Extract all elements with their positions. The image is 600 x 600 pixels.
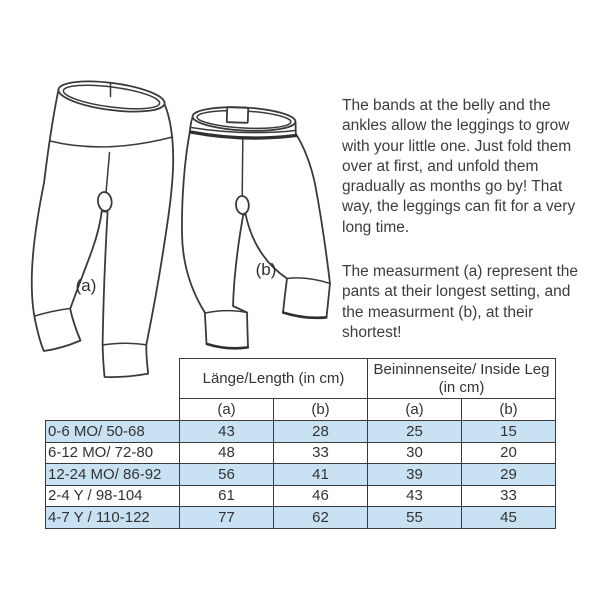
value-cell: 28: [274, 421, 368, 443]
table-row: [46, 464, 556, 486]
table-corner-blank: [46, 399, 180, 421]
value-cell: 33: [274, 442, 368, 464]
sub-header-length-a: (a): [180, 399, 274, 421]
value-cell: 56: [180, 464, 274, 486]
value-cell: 45: [462, 507, 556, 529]
value-cell: 33: [462, 485, 556, 507]
size-label-cell: 4-7 Y / 110-122: [46, 507, 180, 529]
leggings-b-front-seam: [242, 140, 243, 197]
value-cell: 55: [368, 507, 462, 529]
table-row: [46, 442, 556, 464]
size-table: [45, 358, 556, 529]
value-cell: 61: [180, 485, 274, 507]
leggings-b-tag: [227, 107, 249, 123]
table-row: [46, 421, 556, 443]
value-cell: 30: [368, 442, 462, 464]
size-label-cell: 6-12 MO/ 72-80: [46, 442, 180, 464]
table-group-header-row: [46, 359, 556, 399]
figure-label-a: (a): [75, 276, 97, 295]
value-cell: 20: [462, 442, 556, 464]
sub-header-insideleg-b: (b): [462, 399, 556, 421]
value-cell: 25: [368, 421, 462, 443]
column-group-length: Länge/Length (in cm): [180, 359, 368, 399]
description-paragraph-2: The measurment (a) represent the pants at their longest setting, and the measurment (b), at their shortest!: [342, 263, 579, 341]
description-paragraph-1: The bands at the belly and the ankles allow the leggings to grow with your little one. Just fold them over at first, and unfold them gradually as months go by! That way, the leggings can fit for a very long time.: [342, 97, 576, 236]
sub-header-length-b: (b): [274, 399, 368, 421]
value-cell: 41: [274, 464, 368, 486]
table-sub-header-row: [46, 399, 556, 421]
value-cell: 43: [180, 421, 274, 443]
value-cell: 43: [368, 485, 462, 507]
leggings-a-silhouette: [32, 90, 173, 378]
value-cell: 62: [274, 507, 368, 529]
size-label-cell: 2-4 Y / 98-104: [46, 485, 180, 507]
table-corner-blank: [46, 359, 180, 399]
value-cell: 77: [180, 507, 274, 529]
value-cell: 29: [462, 464, 556, 486]
leggings-drawing-b: [182, 105, 330, 349]
value-cell: 39: [368, 464, 462, 486]
leggings-b-gusset: [235, 195, 249, 214]
figure-label-b: (b): [255, 260, 277, 279]
value-cell: 46: [274, 485, 368, 507]
size-label-cell: 0-6 MO/ 50-68: [46, 421, 180, 443]
sub-header-insideleg-a: (a): [368, 399, 462, 421]
leggings-drawing-a: [32, 76, 173, 377]
table-row: [46, 507, 556, 529]
description-text: [342, 96, 584, 343]
value-cell: 15: [462, 421, 556, 443]
size-label-cell: 12-24 MO/ 86-92: [46, 464, 180, 486]
value-cell: 48: [180, 442, 274, 464]
table-row: [46, 485, 556, 507]
column-group-inside-leg: Beininnenseite/ Inside Leg (in cm): [368, 359, 556, 399]
leggings-b-silhouette: [182, 117, 330, 349]
